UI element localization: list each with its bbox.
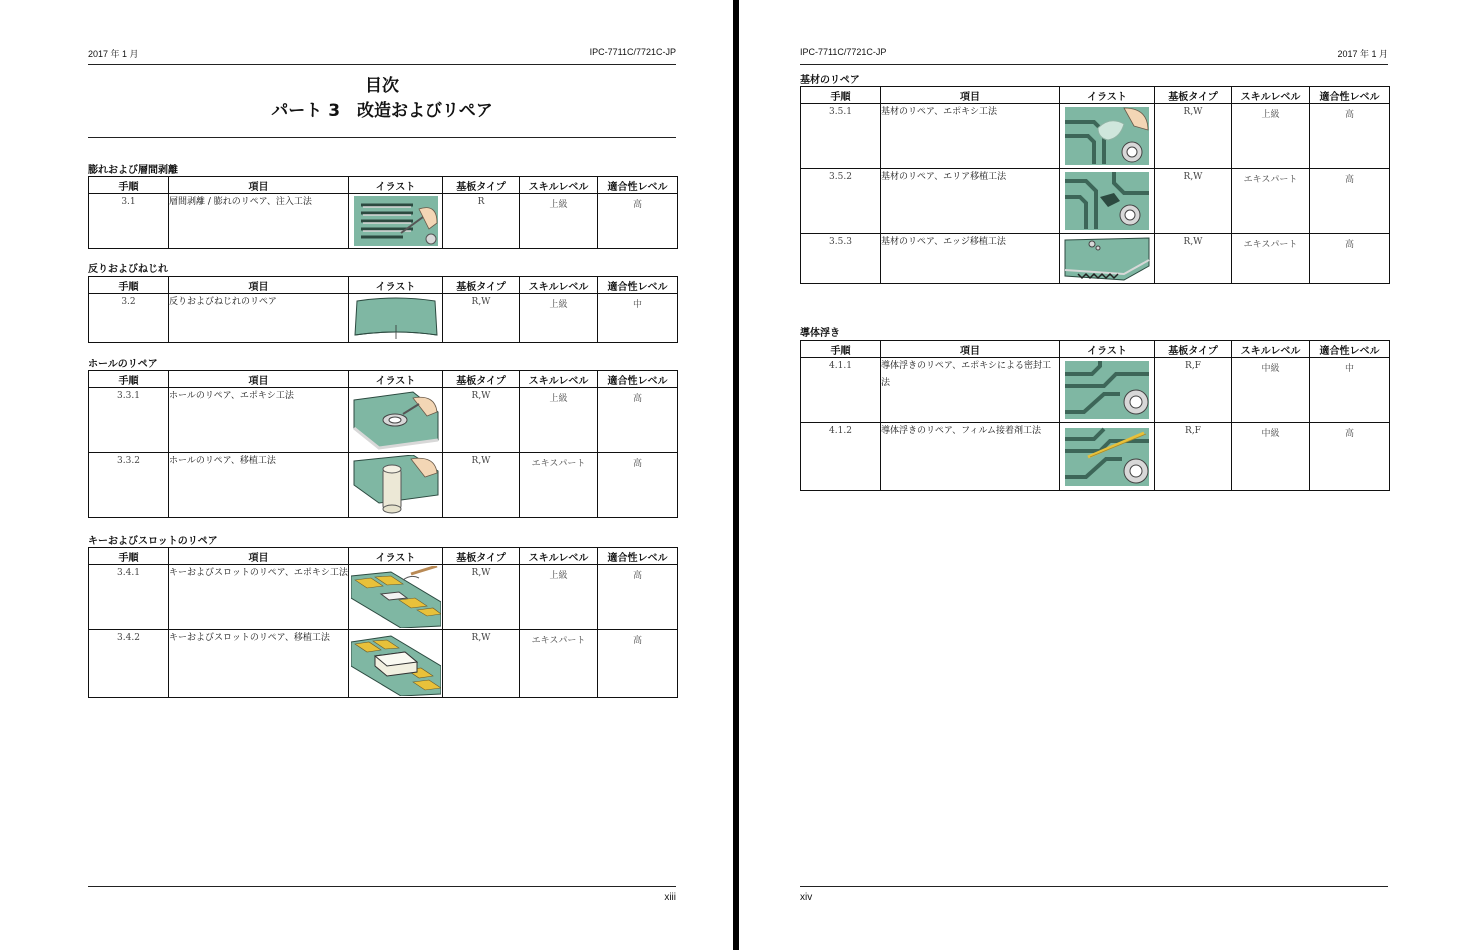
table-row[interactable] bbox=[89, 453, 678, 518]
conformance-level: 高 bbox=[598, 388, 678, 453]
page-subtitle: パート 3 改造およびリペア bbox=[271, 101, 493, 121]
page-header-date: 2017 年 1 月 bbox=[88, 49, 139, 59]
col-header-level: 適合性レベル bbox=[598, 371, 678, 388]
board-type: R,W bbox=[443, 388, 520, 453]
col-header-type: 基板タイプ bbox=[1155, 341, 1232, 358]
col-header-illus: イラスト bbox=[349, 177, 443, 194]
proc-number: 3.3.1 bbox=[89, 388, 169, 453]
page-header-date: 2017 年 1 月 bbox=[1337, 49, 1388, 59]
col-header-illus: イラスト bbox=[349, 277, 443, 294]
board-type: R,W bbox=[443, 453, 520, 518]
proc-number: 3.5.1 bbox=[801, 104, 881, 169]
toc-table bbox=[88, 176, 678, 249]
col-header-item: 項目 bbox=[169, 277, 349, 294]
col-header-illus: イラスト bbox=[349, 548, 443, 565]
col-header-type: 基板タイプ bbox=[443, 177, 520, 194]
skill-level: 上級 bbox=[520, 388, 598, 453]
toc-table bbox=[88, 276, 678, 343]
board-type: R,W bbox=[1155, 104, 1232, 169]
col-header-item: 項目 bbox=[169, 177, 349, 194]
proc-item: 導体浮きのリペア、エポキシによる密封工法 bbox=[881, 358, 1060, 423]
conformance-level: 中 bbox=[1310, 358, 1390, 423]
board-type: R,W bbox=[443, 565, 520, 630]
toc-table bbox=[800, 340, 1390, 491]
conformance-level: 高 bbox=[1310, 169, 1390, 234]
col-header-skill: スキルレベル bbox=[520, 277, 598, 294]
illustration bbox=[349, 565, 443, 630]
col-header-item: 項目 bbox=[881, 341, 1060, 358]
illustration bbox=[1060, 104, 1155, 169]
section-title: ホールのリペア bbox=[88, 359, 158, 370]
header-rule bbox=[800, 64, 1388, 65]
right-page bbox=[800, 0, 1388, 950]
col-header-type: 基板タイプ bbox=[1155, 87, 1232, 104]
section-title: 反りおよびねじれ bbox=[88, 264, 168, 275]
board-type: R,W bbox=[443, 630, 520, 698]
page-header-doc-id: IPC-7711C/7721C-JP bbox=[589, 47, 676, 57]
conformance-level: 中 bbox=[598, 294, 678, 343]
col-header-item: 項目 bbox=[169, 371, 349, 388]
skill-level: 中級 bbox=[1232, 423, 1310, 491]
illustration bbox=[349, 630, 443, 698]
proc-number: 3.4.1 bbox=[89, 565, 169, 630]
proc-number: 4.1.2 bbox=[801, 423, 881, 491]
section-title: キーおよびスロットのリペア bbox=[88, 536, 218, 547]
col-header-level: 適合性レベル bbox=[1310, 87, 1390, 104]
skill-level: エキスパート bbox=[1232, 169, 1310, 234]
toc-table bbox=[800, 86, 1390, 284]
table-row[interactable] bbox=[801, 358, 1390, 423]
table-row[interactable] bbox=[89, 565, 678, 630]
col-header-type: 基板タイプ bbox=[443, 548, 520, 565]
col-header-level: 適合性レベル bbox=[1310, 341, 1390, 358]
proc-number: 3.1 bbox=[89, 194, 169, 249]
conformance-level: 高 bbox=[598, 453, 678, 518]
col-header-skill: スキルレベル bbox=[520, 177, 598, 194]
board-type: R,W bbox=[1155, 169, 1232, 234]
conformance-level: 高 bbox=[598, 194, 678, 249]
toc-table bbox=[88, 370, 678, 518]
illustration bbox=[349, 388, 443, 453]
col-header-illus: イラスト bbox=[349, 371, 443, 388]
illustration bbox=[1060, 358, 1155, 423]
section-title: 膨れおよび層間剥離 bbox=[88, 165, 178, 176]
skill-level: エキスパート bbox=[520, 630, 598, 698]
skill-level: 上級 bbox=[520, 294, 598, 343]
conformance-level: 高 bbox=[1310, 234, 1390, 284]
col-header-illus: イラスト bbox=[1060, 87, 1155, 104]
proc-item: キーおよびスロットのリペア、移植工法 bbox=[169, 630, 349, 698]
board-type: R bbox=[443, 194, 520, 249]
board-type: R,F bbox=[1155, 423, 1232, 491]
skill-level: エキスパート bbox=[520, 453, 598, 518]
skill-level: 上級 bbox=[520, 194, 598, 249]
proc-item: 基材のリペア、エポキシ工法 bbox=[881, 104, 1060, 169]
conformance-level: 高 bbox=[598, 565, 678, 630]
col-header-skill: スキルレベル bbox=[520, 548, 598, 565]
illustration bbox=[349, 453, 443, 518]
table-row[interactable] bbox=[89, 630, 678, 698]
proc-number: 3.3.2 bbox=[89, 453, 169, 518]
proc-item: 導体浮きのリペア、フィルム接着剤工法 bbox=[881, 423, 1060, 491]
page-number: xiii bbox=[664, 892, 676, 903]
col-header-level: 適合性レベル bbox=[598, 177, 678, 194]
page-title: 目次 bbox=[365, 76, 399, 96]
proc-item: 反りおよびねじれのリペア bbox=[169, 294, 349, 343]
col-header-num: 手順 bbox=[89, 371, 169, 388]
illustration bbox=[1060, 234, 1155, 284]
page-number: xiv bbox=[800, 892, 813, 903]
section-title: 導体浮き bbox=[800, 328, 840, 339]
illustration bbox=[349, 194, 443, 249]
col-header-num: 手順 bbox=[89, 177, 169, 194]
table-row[interactable] bbox=[801, 423, 1390, 491]
proc-number: 3.5.2 bbox=[801, 169, 881, 234]
col-header-num: 手順 bbox=[89, 548, 169, 565]
col-header-illus: イラスト bbox=[1060, 341, 1155, 358]
proc-item: 基材のリペア、エリア移植工法 bbox=[881, 169, 1060, 234]
col-header-num: 手順 bbox=[801, 87, 881, 104]
skill-level: 上級 bbox=[520, 565, 598, 630]
proc-item: 基材のリペア、エッジ移植工法 bbox=[881, 234, 1060, 284]
header-rule bbox=[88, 64, 676, 65]
title-rule bbox=[88, 137, 676, 138]
table-row[interactable] bbox=[89, 294, 678, 343]
section-title: 基材のリペア bbox=[800, 75, 860, 86]
proc-item: キーおよびスロットのリペア、エポキシ工法 bbox=[169, 565, 349, 630]
illustration bbox=[1060, 423, 1155, 491]
proc-item: 層間剥離 / 膨れのリペア、注入工法 bbox=[169, 194, 349, 249]
proc-item: ホールのリペア、エポキシ工法 bbox=[169, 388, 349, 453]
board-type: R,W bbox=[1155, 234, 1232, 284]
table-row[interactable] bbox=[89, 194, 678, 249]
conformance-level: 高 bbox=[598, 630, 678, 698]
col-header-item: 項目 bbox=[169, 548, 349, 565]
proc-item: ホールのリペア、移植工法 bbox=[169, 453, 349, 518]
table-row[interactable] bbox=[801, 104, 1390, 169]
proc-number: 3.4.2 bbox=[89, 630, 169, 698]
col-header-level: 適合性レベル bbox=[598, 277, 678, 294]
board-type: R,W bbox=[443, 294, 520, 343]
col-header-type: 基板タイプ bbox=[443, 277, 520, 294]
skill-level: 上級 bbox=[1232, 104, 1310, 169]
page-header-doc-id: IPC-7711C/7721C-JP bbox=[800, 47, 887, 57]
col-header-type: 基板タイプ bbox=[443, 371, 520, 388]
footer-rule bbox=[88, 886, 676, 887]
conformance-level: 高 bbox=[1310, 104, 1390, 169]
left-page bbox=[88, 0, 676, 950]
board-type: R,F bbox=[1155, 358, 1232, 423]
col-header-level: 適合性レベル bbox=[598, 548, 678, 565]
footer-rule bbox=[800, 886, 1388, 887]
table-row[interactable] bbox=[801, 169, 1390, 234]
conformance-level: 高 bbox=[1310, 423, 1390, 491]
col-header-num: 手順 bbox=[89, 277, 169, 294]
illustration bbox=[1060, 169, 1155, 234]
table-row[interactable] bbox=[801, 234, 1390, 284]
skill-level: エキスパート bbox=[1232, 234, 1310, 284]
col-header-skill: スキルレベル bbox=[1232, 87, 1310, 104]
proc-number: 4.1.1 bbox=[801, 358, 881, 423]
proc-number: 3.2 bbox=[89, 294, 169, 343]
toc-table bbox=[88, 547, 678, 698]
page-divider bbox=[733, 0, 739, 950]
skill-level: 中級 bbox=[1232, 358, 1310, 423]
col-header-num: 手順 bbox=[801, 341, 881, 358]
illustration bbox=[349, 294, 443, 343]
col-header-skill: スキルレベル bbox=[1232, 341, 1310, 358]
table-row[interactable] bbox=[89, 388, 678, 453]
proc-number: 3.5.3 bbox=[801, 234, 881, 284]
col-header-item: 項目 bbox=[881, 87, 1060, 104]
col-header-skill: スキルレベル bbox=[520, 371, 598, 388]
